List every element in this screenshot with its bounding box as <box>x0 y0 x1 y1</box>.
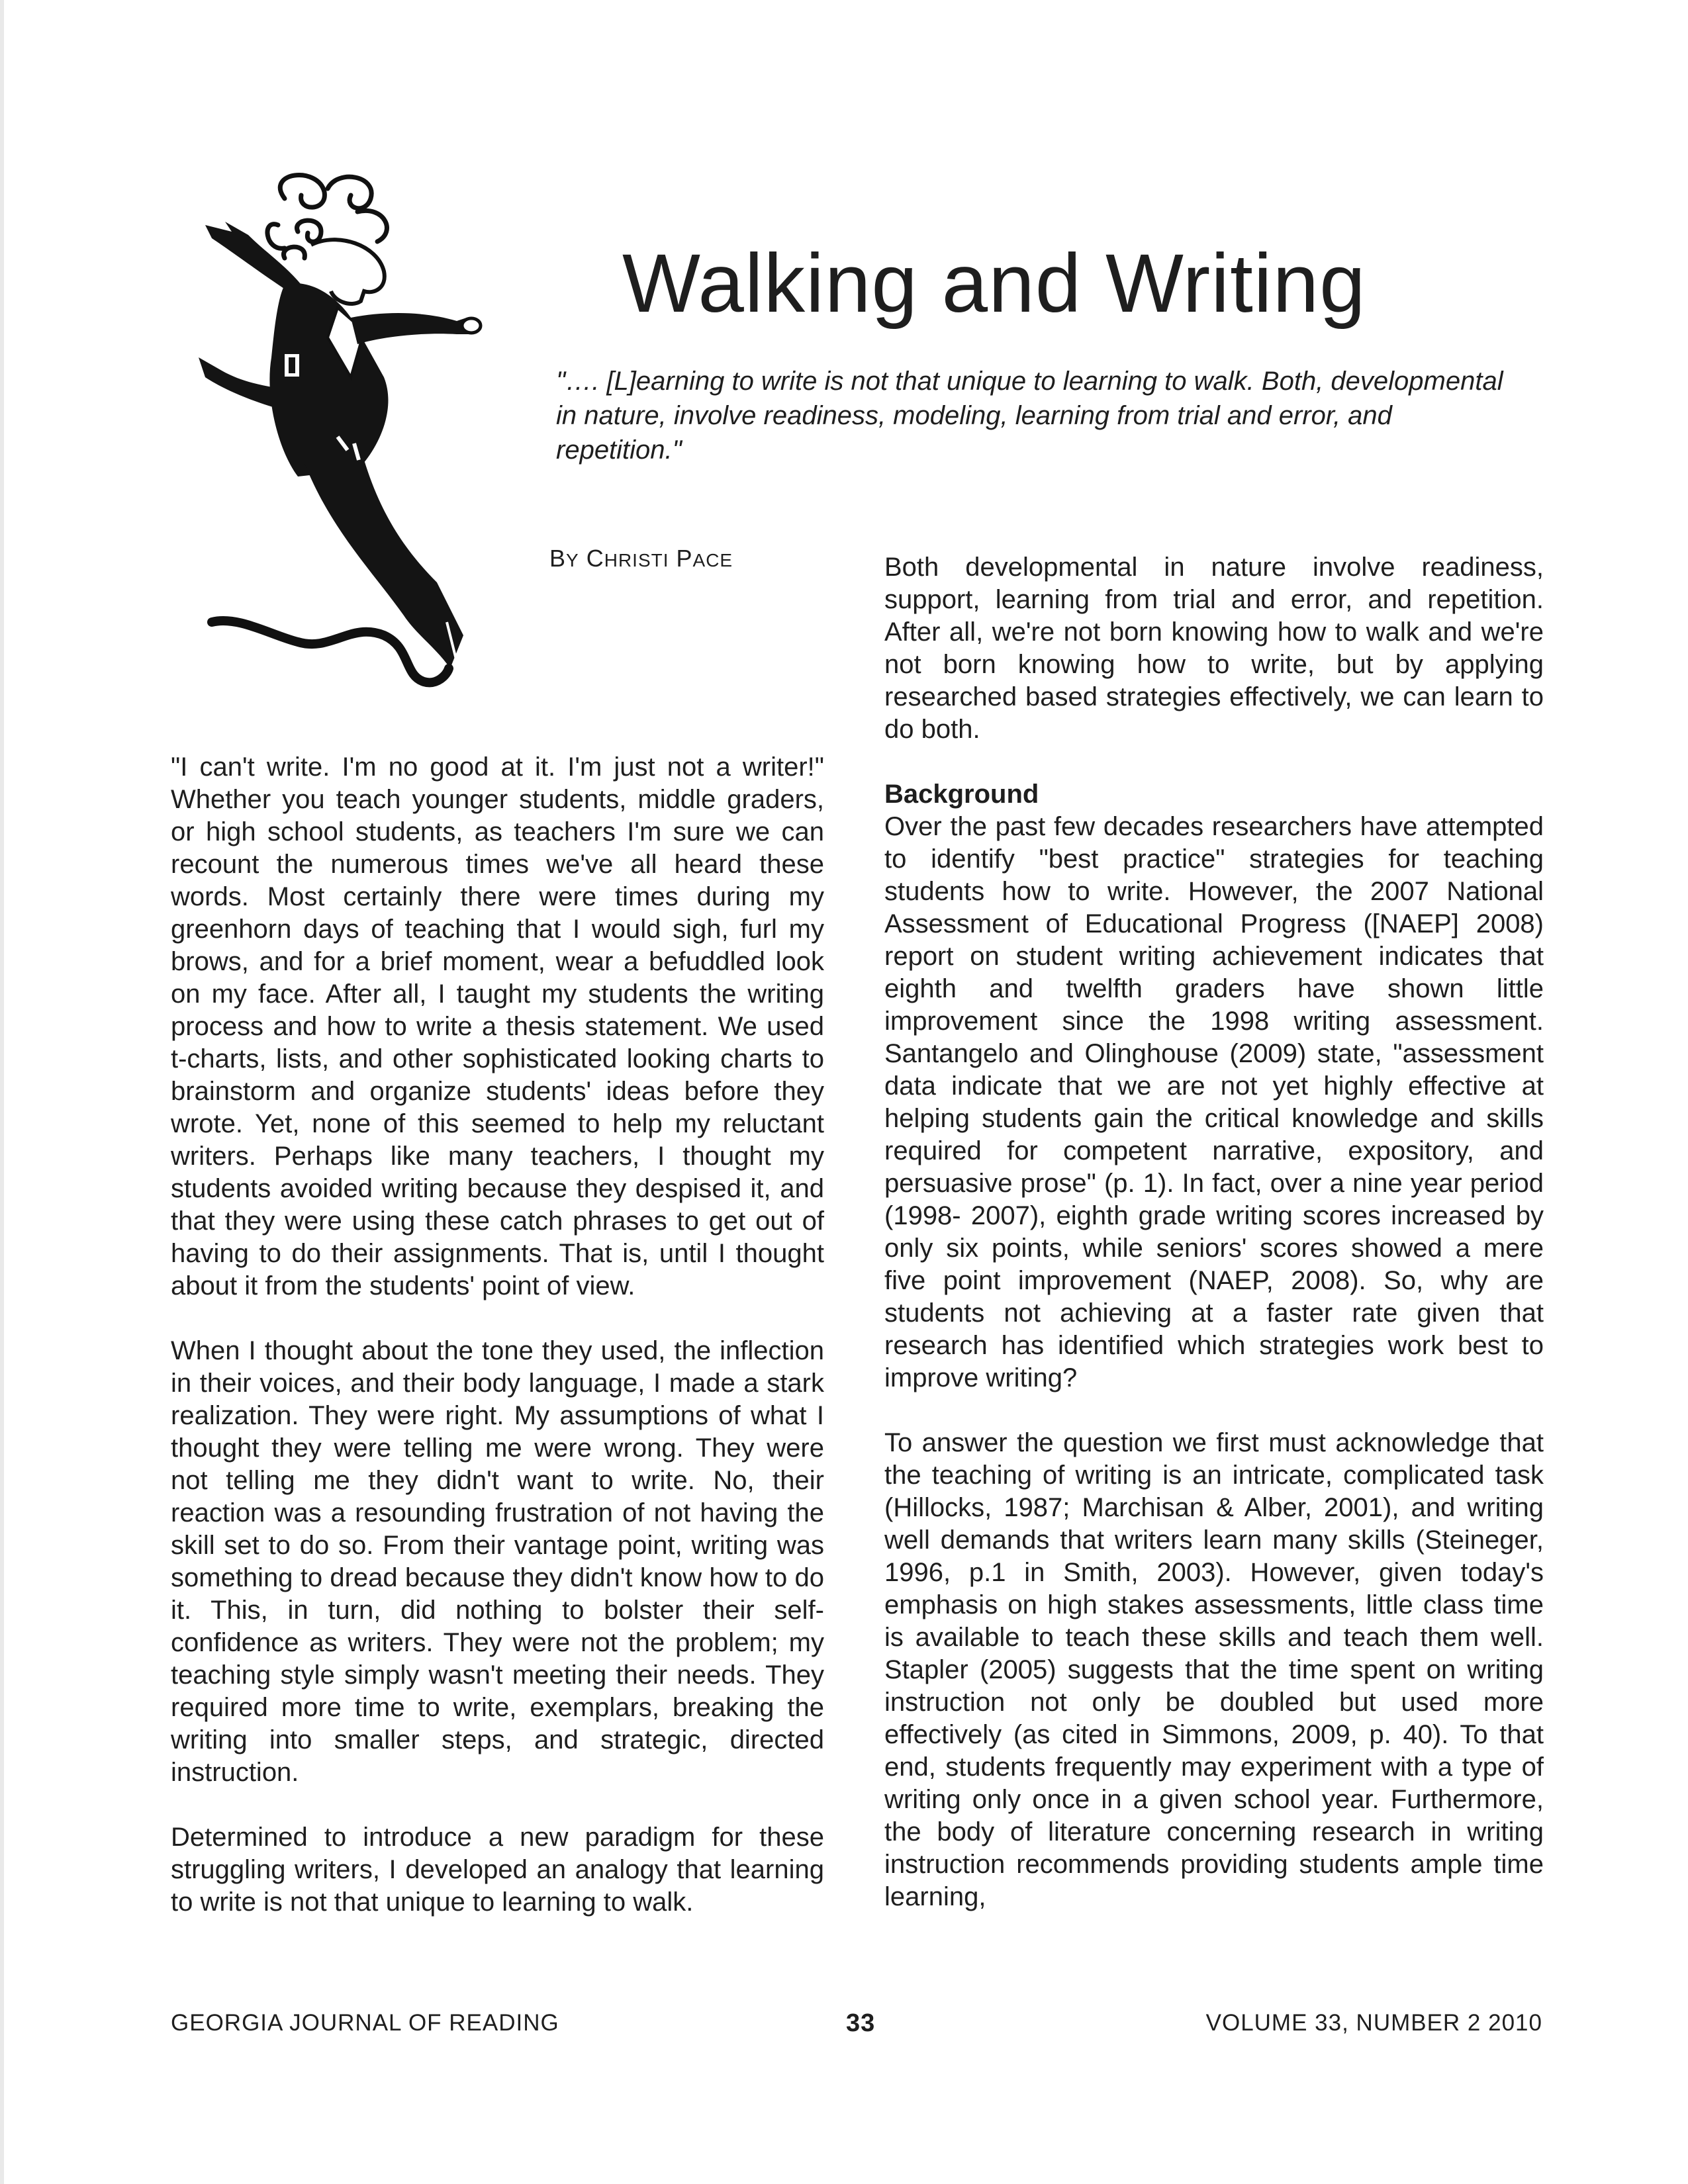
author-last-initial: P <box>676 545 693 572</box>
page-edge <box>0 0 4 2184</box>
body-paragraph: To answer the question we first must acknowledge that the teaching of writing is an intricate, complicated task (Hillocks, 1987; Marchisan & Alber, 2001), and writing well demands that writers learn many skills (Steineger, 1996, p.1 in Smith, 2003). However, given today's emphasis on high stakes assessments, little class time is available to teach these skills and teach them well. Stapler (2005) suggests that the time spent on writing instruction not only be doubled but used more effectively (as cited in Simmons, 2009, p. 40). To that end, students frequently may experiment with a type of writing only once in a given school year. Furthermore, the body of literature concerning research in writing instruction recommends providing students ample time learning, <box>884 1428 1544 1911</box>
body-paragraph: "I can't write. I'm no good at it. I'm just not a writer!" Whether you teach younger students, middle graders, or high school students, as teachers I'm sure we can recount the numerous times we've all heard these words. Most certainly there were times during my greenhorn days of teaching that I would sigh, furl my brows, and for a brief moment, wear a befuddled look on my face. After all, I taught my students the writing process and how to write a thesis statement. We used t-charts, lists, and other sophisticated looking charts to brainstorm and organize students' ideas before they wrote. Yet, none of this seemed to help my reluctant writers. Perhaps like many teachers, I thought my students avoided writing because they despised it, and that they were using these catch phrases to get out of having to do their assignments. That is, until I thought about it from the students' point of view. <box>171 752 824 1300</box>
left-column <box>171 751 824 1951</box>
author-first-name-rest: HRISTI <box>604 550 669 570</box>
section-heading-background: Background <box>884 780 1039 809</box>
body-paragraph: Determined to introduce a new paradigm for these struggling writers, I developed an analogy that learning to write is not that unique to learning to walk. <box>171 1823 824 1917</box>
byline-prefix-small-caps: Y <box>566 550 579 570</box>
article-title: Walking and Writing <box>622 238 1366 330</box>
footer-page-number: 33 <box>846 2009 876 2037</box>
right-column <box>884 551 1544 1946</box>
footer-journal-name: GEORGIA JOURNAL OF READING <box>171 2010 559 2036</box>
body-paragraph: Over the past few decades researchers have attempted to identify "best practice" strategies for teaching students how to write. However, the 2007 National Assessment of Educational Progress ([NAEP] 2008) report on student writing achievement indicates that eighth and twelfth graders have shown little improvement since the 1998 writing assessment. Santangelo and Olinghouse (2009) state, "assessment data indicate that we are not yet highly effective at helping students gain the critical knowledge and skills required for competent narrative, expository, and persuasive prose" (p. 1). In fact, over a nine year period (1998- 2007), eighth grade writing scores increased by only six points, while seniors' scores showed a mere five point improvement (NAEP, 2008). So, why are students not achieving at a faster rate given that research has identified which strategies work best to improve writing? <box>884 812 1544 1392</box>
byline <box>549 544 733 575</box>
author-first-initial: C <box>586 545 604 572</box>
epigraph-quote: "…. [L]earning to write is not that unique to learning to walk. Both, developmental in nature, involve readiness, modeling, learning from trial and error, and repetition." <box>556 367 1503 465</box>
author-last-name-rest: ACE <box>692 550 733 570</box>
body-paragraph: When I thought about the tone they used, the inflection in their voices, and their body language, I made a stark realization. They were right. My assumptions of what I thought they were telling me were wrong. They were not telling me they didn't want to write. No, their reaction was a resounding frustration of not having the skill set to do so. From their vantage point, writing was something to dread because they didn't know how to do it. This, in turn, did nothing to bolster their self-confidence as writers. They were not the problem; my teaching style simply wasn't meeting their needs. They required more time to write, exemplars, breaking the writing into smaller steps, and strategic, directed instruction. <box>171 1336 824 1787</box>
byline-prefix: B <box>549 545 567 572</box>
footer-volume-info: VOLUME 33, NUMBER 2 2010 <box>1205 2010 1542 2036</box>
body-paragraph: Both developmental in nature involve readiness, support, learning from trial and error, and repetition. After all, we're not born knowing how to walk and we're not born knowing how to write, but by applying researched based strategies effectively, we can learn to do both. <box>884 553 1544 744</box>
